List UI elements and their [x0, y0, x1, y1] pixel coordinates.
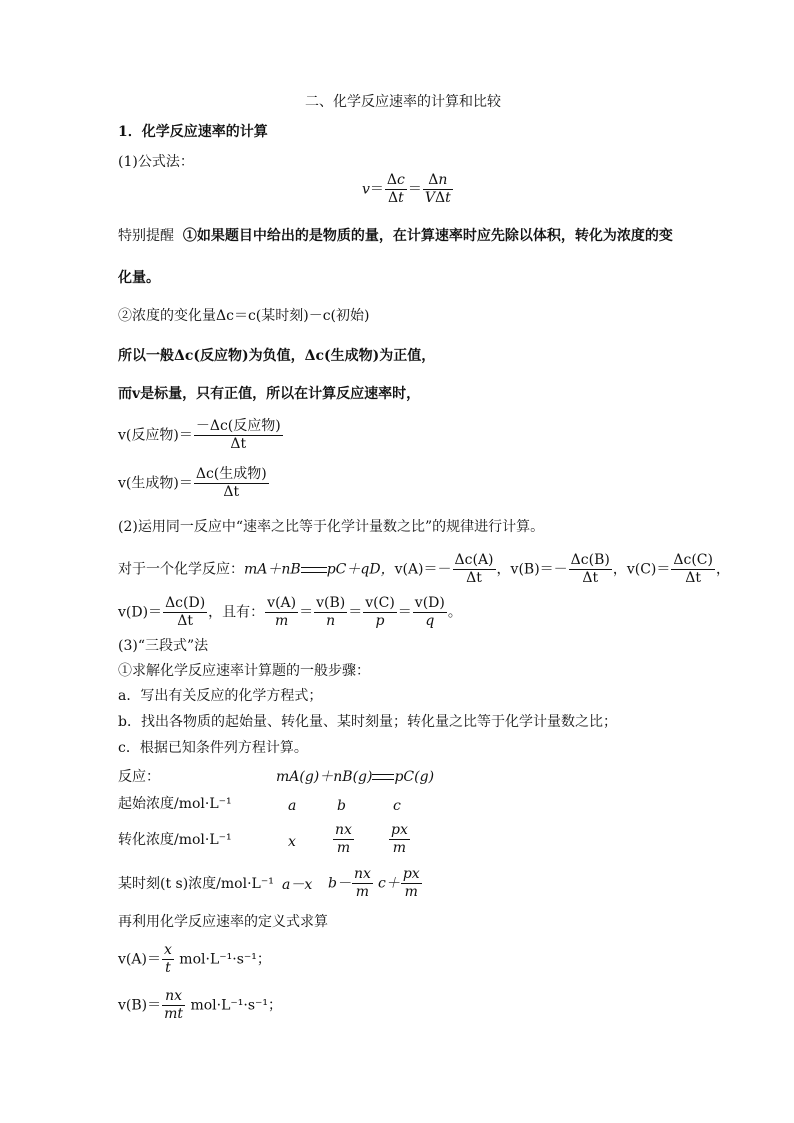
table-cell: c: [393, 798, 401, 814]
equals-arrow-icon: [301, 565, 327, 575]
table-row-label: 某时刻(t s)浓度/mol·L⁻¹: [118, 876, 274, 892]
final-va: v(A)＝ $\frac{x}{t}$ mol·L⁻¹·s⁻¹；: [118, 942, 271, 976]
tip-label: 特别提醒: [118, 228, 174, 244]
step-b: b．找出各物质的起始量、转化量、某时刻量；转化量之比等于化学计量数之比；: [118, 714, 617, 730]
table-equation: mA(g)＋nB(g) pC(g): [276, 769, 435, 785]
tip-line-3: ②浓度的变化量Δc＝c(某时刻)－c(初始): [118, 308, 370, 324]
final-text: 再利用化学反应速率的定义式求算: [118, 914, 328, 930]
table-cell: a: [288, 798, 297, 814]
table-row-label: 反应：: [118, 769, 160, 785]
table-row-label: 起始浓度/mol·L⁻¹: [118, 796, 232, 812]
reactant-rate: v(反应物)＝ $\frac{\text{－Δc(反应物)}}{\Delta t}$: [118, 418, 281, 452]
table-cell: b: [337, 798, 346, 814]
table-row-label: 转化浓度/mol·L⁻¹: [118, 832, 232, 848]
step-a: a．写出有关反应的化学方程式；: [118, 688, 323, 704]
three-step-label: (3)“三段式”法: [118, 638, 209, 654]
tip-line-2: 化量。: [118, 270, 160, 286]
table-cell: a－x: [282, 877, 313, 893]
reversible-arrow-icon: [372, 772, 394, 782]
formula-label: (1)公式法：: [118, 154, 194, 170]
table-cell: b－ $\frac{nx}{m}$: [328, 866, 371, 900]
ratio-label: (2)运用同一反应中“速率之比等于化学计量数之比”的规律进行计算。: [118, 519, 545, 535]
final-vb: v(B)＝ $\frac{nx}{mt}$ mol·L⁻¹·s⁻¹；: [118, 988, 283, 1022]
page-title: 二、化学反应速率的计算和比较: [305, 94, 501, 110]
tip-line-5: 而v是标量，只有正值，所以在计算反应速率时，: [118, 386, 421, 402]
table-cell: x: [288, 834, 296, 850]
rate-formula: v＝ $\frac{\Delta c}{\Delta t}$ ＝ $\frac{\Delta n}{\text{VΔt}}$: [362, 172, 451, 206]
table-cell: c＋ $\frac{px}{m}$: [378, 866, 420, 900]
tip-text: ①如果题目中给出的是物质的量，在计算速率时应先除以体积，转化为浓度的变: [182, 228, 673, 244]
table-cell: $\frac{px}{m}$: [391, 822, 408, 856]
step-c: c．根据已知条件列方程计算。: [118, 740, 308, 756]
ratio-line-2: v(D)＝ $\frac{\Delta c(D)}{\Delta t}$ ，且有： $\frac{v(A)}{m}$ ＝ $\frac{v(B)}{n}$ ＝ $\frac{v(C)}{p}$ ＝ $\frac{v(D)}{q}$ 。: [118, 595, 462, 629]
tip-line-1: [118, 226, 673, 246]
table-cell: $\frac{nx}{m}$: [335, 822, 352, 856]
section-heading: 1．化学反应速率的计算: [118, 124, 268, 140]
tip-line-4: 所以一般Δc(反应物)为负值，Δc(生成物)为正值，: [118, 348, 436, 364]
product-rate: v(生成物)＝ $\frac{\text{Δc(生成物)}}{\Delta t}$: [118, 466, 267, 500]
step-intro: ①求解化学反应速率计算题的一般步骤：: [118, 663, 370, 679]
ratio-line-1: 对于一个化学反应：mA＋nB pC＋qD，v(A)＝－ $\frac{\Delta c(A)}{\Delta t}$ ，v(B)＝－ $\frac{\Delta c(B)}{\Delta t}$ ，v(C)＝ $\frac{\Delta c(C)}{\Delta t}$ ，: [118, 552, 730, 586]
